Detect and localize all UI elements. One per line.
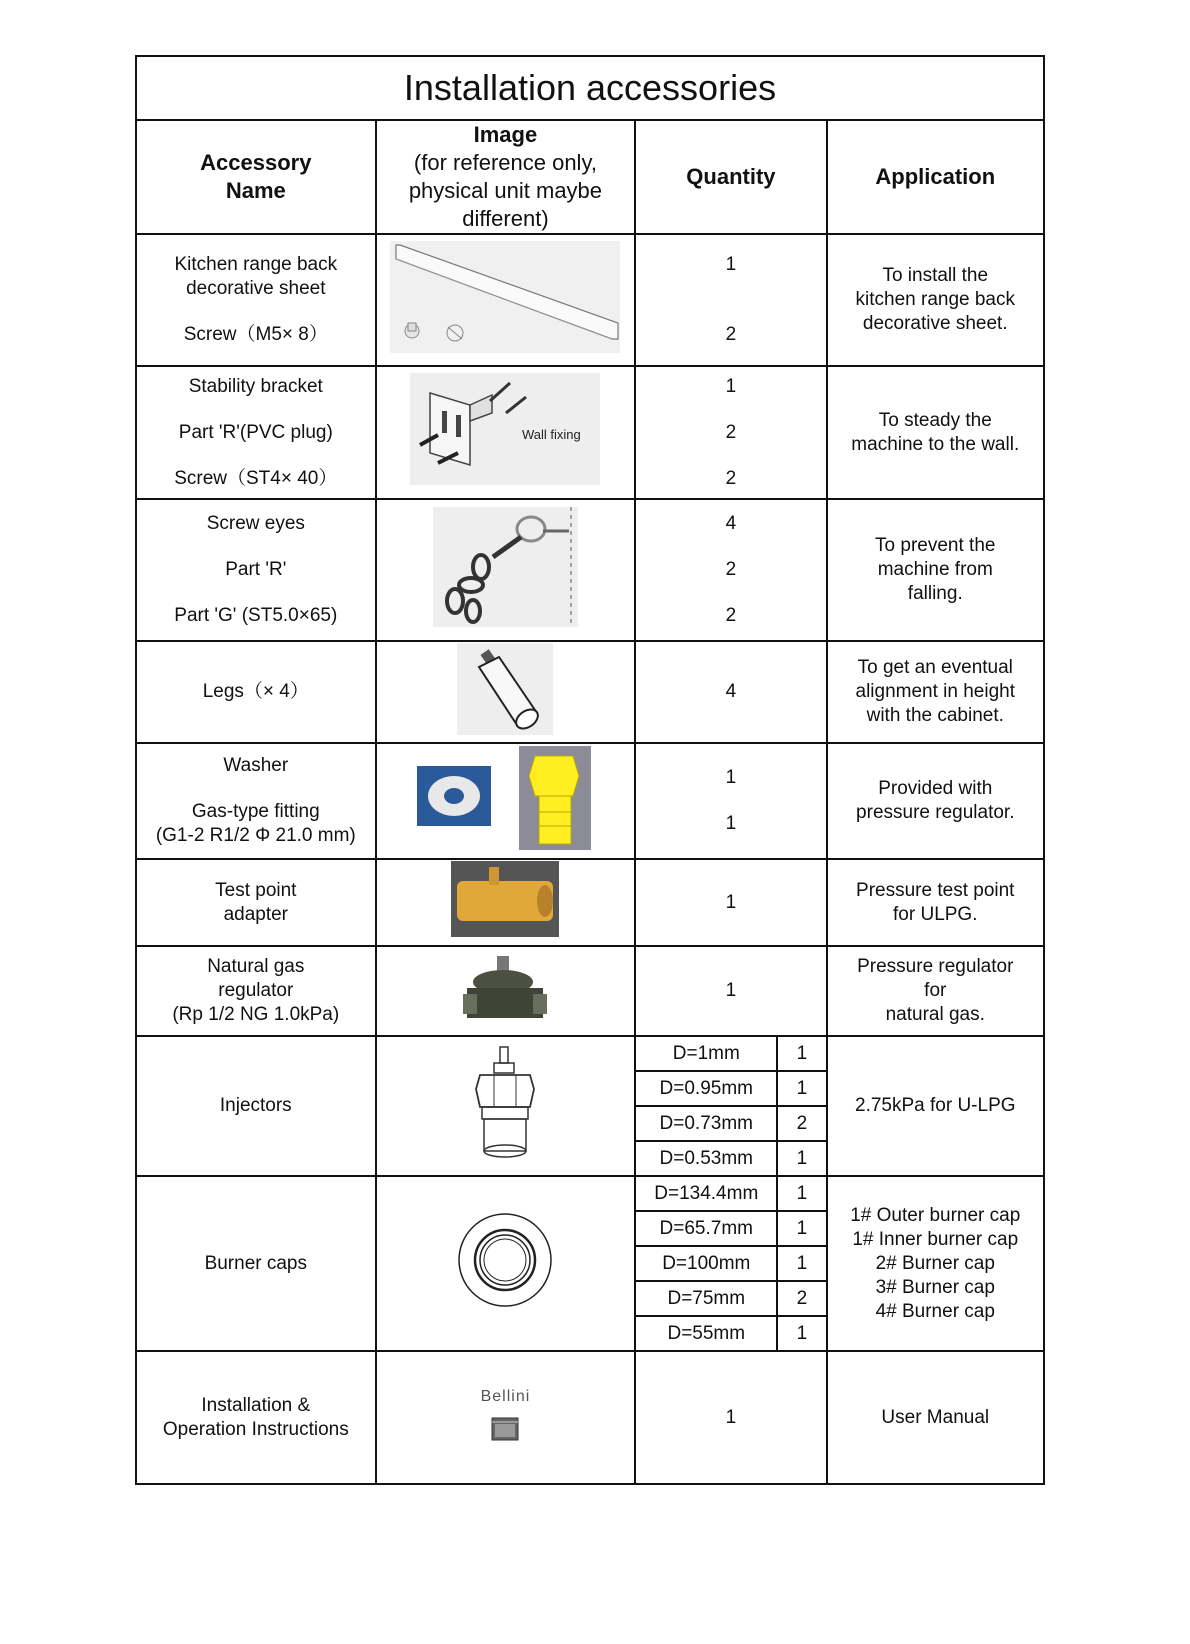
burner-quantity: 2 [777, 1281, 825, 1316]
image-cell [376, 499, 636, 641]
accessory-name-cell: Burner caps [136, 1176, 376, 1351]
image-cell [376, 641, 636, 743]
burner-size-table [636, 1177, 825, 1350]
burner-diameter: D=134.4mm [636, 1177, 777, 1211]
image-cell [376, 1351, 636, 1484]
injector-diameter: D=1mm [636, 1037, 777, 1071]
accessories-sheet [135, 55, 1045, 1485]
injector-diameter: D=0.95mm [636, 1071, 777, 1106]
table-row [136, 1036, 1044, 1176]
quantity-value: 2 [725, 421, 737, 443]
application-cell [827, 1176, 1044, 1351]
burner-quantity: 1 [777, 1246, 825, 1281]
header-quantity: Quantity [635, 120, 826, 234]
application-cell: 2.75kPa for U-LPG [827, 1036, 1044, 1176]
accessory-name: Test point [215, 879, 297, 901]
burner-size-row [636, 1211, 825, 1246]
table-row [136, 743, 1044, 859]
quantity-value: 2 [725, 605, 737, 626]
application-cell [827, 946, 1044, 1036]
application-cell: User Manual [827, 1351, 1044, 1484]
oven-icon [491, 1417, 519, 1443]
header-text: Accessory [200, 150, 312, 175]
burner-cap-image [455, 1210, 555, 1310]
quantity-value: 1 [725, 891, 737, 913]
table-row [136, 1351, 1044, 1484]
quantity-value: 4 [725, 681, 737, 702]
accessory-name: Washer [223, 755, 289, 776]
decorative-sheet-image [390, 241, 620, 353]
injector-image [470, 1045, 540, 1161]
image-cell [376, 366, 636, 499]
injector-size-row [636, 1037, 825, 1071]
burner-diameter: D=75mm [636, 1281, 777, 1316]
wall-fixing-label: Wall fixing [522, 427, 582, 442]
burner-diameter: D=65.7mm [636, 1211, 777, 1246]
header-text: Name [225, 178, 286, 203]
application-cell [827, 499, 1044, 641]
accessory-name-cell [136, 1351, 376, 1484]
injector-diameter: D=0.73mm [636, 1106, 777, 1141]
image-cell [376, 1176, 636, 1351]
injector-size-row [636, 1071, 825, 1106]
quantity-value: 4 [725, 513, 737, 534]
image-cell [376, 859, 636, 946]
table-row [136, 366, 1044, 499]
accessory-name-cell [136, 234, 376, 366]
burner-quantity: 1 [796, 1322, 808, 1344]
washer-fitting-image [417, 746, 593, 850]
application-text: To get an eventual [857, 657, 1013, 678]
accessory-name: Operation Instructions [162, 1418, 349, 1440]
quantity-cell [635, 234, 826, 366]
accessory-name: decorative sheet [186, 278, 326, 299]
accessory-name: Part 'G' (ST5.0×65) [174, 605, 338, 626]
quantity-cell [635, 946, 826, 1036]
application-cell [827, 641, 1044, 743]
accessory-name: Legs（× 4） [202, 681, 309, 702]
application-text: 1# Outer burner cap [850, 1204, 1021, 1226]
accessory-name: Kitchen range back [174, 254, 338, 275]
quantity-value: 1 [725, 980, 737, 1001]
quantity-value: 1 [725, 767, 737, 788]
burner-size-cell [635, 1176, 826, 1351]
header-text: Image [473, 122, 538, 147]
table-row [136, 234, 1044, 366]
quantity-value: 1 [725, 813, 737, 834]
application-text: To steady the [878, 409, 992, 431]
stability-bracket-image [410, 373, 600, 485]
header-accessory-name [136, 120, 376, 234]
header-image [376, 120, 636, 234]
injector-quantity: 1 [777, 1071, 825, 1106]
application-text: 1# Inner burner cap [852, 1228, 1019, 1250]
quantity-value: 2 [725, 559, 737, 580]
burner-diameter: D=100mm [636, 1246, 777, 1281]
header-row [136, 120, 1044, 234]
application-cell [827, 234, 1044, 366]
application-text: for [924, 980, 947, 1001]
burner-size-row [636, 1246, 825, 1281]
application-text: To prevent the [875, 535, 996, 556]
table-row [136, 859, 1044, 946]
injector-quantity: 2 [777, 1106, 825, 1141]
test-point-adapter-image [451, 861, 559, 937]
application-text: Pressure regulator [857, 956, 1014, 977]
application-text: machine from [877, 559, 993, 580]
accessory-name: Screw（M5× 8） [183, 324, 328, 345]
accessory-name: Part 'R'(PVC plug) [178, 421, 333, 443]
header-application: Application [827, 120, 1044, 234]
image-cell [376, 1036, 636, 1176]
accessory-name-cell [136, 499, 376, 641]
application-text: decorative sheet. [862, 313, 1008, 334]
application-text: machine to the wall. [851, 433, 1020, 455]
header-text: (for reference only, [413, 150, 597, 175]
accessories-table [135, 119, 1045, 1485]
injector-size-cell [635, 1036, 826, 1176]
application-text: To install the [882, 265, 989, 286]
accessory-name: (Rp 1/2 NG 1.0kPa) [172, 1004, 340, 1025]
application-text: 4# Burner cap [875, 1300, 995, 1322]
quantity-cell [635, 641, 826, 743]
application-cell [827, 366, 1044, 499]
application-text: alignment in height [855, 681, 1016, 702]
quantity-value: 2 [725, 467, 737, 489]
accessory-name: Screw eyes [206, 513, 305, 534]
accessory-name: Stability bracket [188, 375, 323, 397]
accessory-name-cell [136, 366, 376, 499]
accessory-name: regulator [218, 980, 294, 1001]
application-text: pressure regulator. [856, 802, 1015, 823]
image-cell [376, 946, 636, 1036]
brand-logo-text: Bellini [480, 1388, 531, 1405]
page-title: Installation accessories [135, 55, 1045, 119]
accessory-name-cell [136, 859, 376, 946]
gas-regulator-image [463, 952, 547, 1024]
accessory-name: adapter [223, 903, 289, 925]
image-cell [376, 234, 636, 366]
accessory-name: Part 'R' [225, 559, 287, 580]
quantity-cell [635, 859, 826, 946]
burner-quantity: 1 [777, 1177, 825, 1211]
accessory-name-cell: Injectors [136, 1036, 376, 1176]
application-cell [827, 743, 1044, 859]
table-row [136, 641, 1044, 743]
accessory-name: Natural gas [207, 956, 305, 977]
injector-size-table [636, 1037, 825, 1175]
quantity-value: 1 [725, 254, 737, 275]
application-text: 2# Burner cap [875, 1252, 995, 1274]
injector-diameter: D=0.53mm [636, 1141, 777, 1175]
injector-quantity: 1 [796, 1147, 808, 1169]
burner-size-row [636, 1177, 825, 1211]
leg-image [457, 643, 553, 735]
header-text: different) [462, 206, 549, 231]
burner-size-row [636, 1316, 825, 1350]
burner-size-row [636, 1281, 825, 1316]
accessory-name: Gas-type fitting [191, 801, 320, 822]
application-text: kitchen range back [855, 289, 1016, 310]
table-row [136, 946, 1044, 1036]
accessory-name-cell [136, 743, 376, 859]
injector-size-row [636, 1106, 825, 1141]
accessory-name-cell [136, 946, 376, 1036]
application-text: Pressure test point [856, 879, 1015, 901]
accessory-name: (G1-2 R1/2 Φ 21.0 mm) [155, 825, 356, 846]
accessory-name: Installation & [201, 1394, 311, 1416]
quantity-cell [635, 499, 826, 641]
application-text: 3# Burner cap [875, 1276, 995, 1298]
application-text: Provided with [878, 778, 993, 799]
quantity-cell: 1 [635, 1351, 826, 1484]
application-text: for ULPG. [893, 903, 978, 925]
accessory-name: Screw（ST4× 40） [174, 467, 338, 489]
burner-application-list [828, 1204, 1043, 1324]
table-row [136, 499, 1044, 641]
injector-size-row [636, 1141, 825, 1175]
application-cell [827, 859, 1044, 946]
accessory-name-cell [136, 641, 376, 743]
application-text: falling. [907, 583, 963, 604]
burner-quantity: 1 [777, 1211, 825, 1246]
quantity-value: 1 [725, 375, 737, 397]
application-text: with the cabinet. [866, 705, 1004, 726]
injector-quantity: 1 [777, 1037, 825, 1071]
header-text: physical unit maybe [408, 178, 603, 203]
table-row [136, 1176, 1044, 1351]
image-cell [376, 743, 636, 859]
quantity-cell [635, 743, 826, 859]
burner-diameter: D=55mm [636, 1316, 777, 1350]
quantity-cell [635, 366, 826, 499]
quantity-value: 2 [725, 324, 737, 345]
application-text: natural gas. [885, 1004, 985, 1025]
screw-eyes-chain-image [433, 507, 578, 627]
